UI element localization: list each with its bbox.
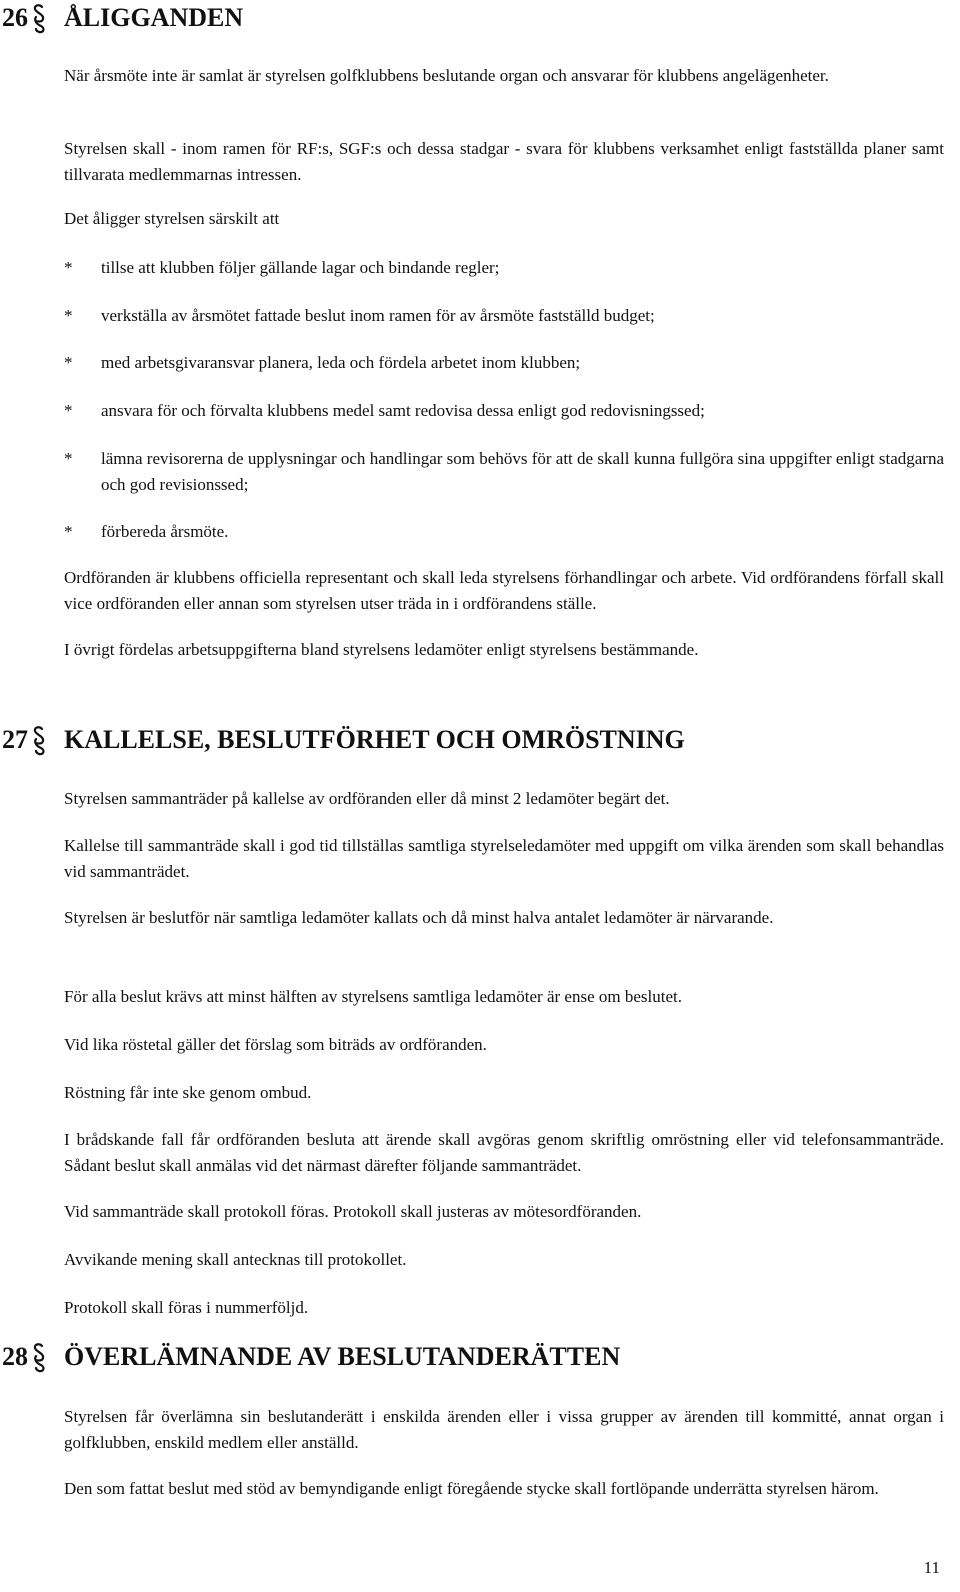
bullet-marker: * (64, 401, 73, 420)
paragraph: Avvikande mening skall antecknas till protokollet. (64, 1250, 407, 1269)
paragraph: I övrigt fördelas arbetsuppgifterna bland styrelsens ledamöter enligt styrelsens bestämmande. (64, 640, 699, 659)
bullet-marker: * (64, 353, 73, 372)
list-item-text: ansvara för och förvalta klubbens medel samt redovisa dessa enligt god redovisningssed; (101, 401, 705, 420)
section-sign-icon (30, 1337, 48, 1377)
bullet-marker: * (64, 522, 73, 541)
paragraph: För alla beslut krävs att minst hälften av styrelsens samtliga ledamöter är ense om beslutet. (64, 987, 682, 1006)
section-title: KALLELSE, BESLUTFÖRHET OCH OMRÖSTNING (64, 725, 685, 754)
section-sign-icon (30, 0, 48, 38)
paragraph: Vid sammanträde skall protokoll föras. Protokoll skall justeras av mötesordföranden. (64, 1202, 642, 1221)
paragraph: Den som fattat beslut med stöd av bemyndigande enligt föregående stycke skall fortlöpande underrätta styrelsen härom. (64, 1479, 879, 1498)
paragraph: Vid lika röstetal gäller det förslag som biträds av ordföranden. (64, 1035, 487, 1054)
list-item-text: lämna revisorerna de upplysningar och handlingar som behövs för att de skall kunna fullgöra sina uppgifter enligt stadgarna och god revisionssed; (101, 449, 944, 494)
section-title: ÖVERLÄMNANDE AV BESLUTANDERÄTTEN (64, 1342, 621, 1371)
paragraph: Ordföranden är klubbens officiella representant och skall leda styrelsens förhandlingar och arbete. Vid ordförandens förfall skall vice ordföranden eller annan som styrelsen utser träda in i ordförandens ställe. (64, 568, 944, 613)
page-number: 11 (923, 1558, 940, 1577)
paragraph: Styrelsen får överlämna sin beslutanderätt i enskilda ärenden eller i vissa grupper av ärenden till kommitté, annat organ i golfklubben, enskild medlem eller anställd. (64, 1407, 944, 1452)
paragraph: Protokoll skall föras i nummerföljd. (64, 1298, 309, 1317)
list-item-text: med arbetsgivaransvar planera, leda och fördela arbetet inom klubben; (101, 353, 581, 372)
section-number: 28 (2, 1342, 28, 1371)
section-number: 26 (2, 3, 28, 32)
paragraph: I brådskande fall får ordföranden besluta att ärende skall avgöras genom skriftlig omröstning eller vid telefonsammanträde. Sådant beslut skall anmälas vid det närmast därefter följande sammanträdet. (64, 1130, 944, 1175)
section-number: 27 (2, 725, 28, 754)
list-item-text: tillse att klubben följer gällande lagar och bindande regler; (101, 258, 500, 277)
bullet-marker: * (64, 258, 73, 277)
bullet-marker: * (64, 449, 73, 468)
paragraph: Styrelsen skall - inom ramen för RF:s, SGF:s och dessa stadgar - svara för klubbens verksamhet enligt fastställda planer samt tillvarata medlemmarnas intressen. (64, 139, 944, 184)
list-item-text: verkställa av årsmötet fattade beslut inom ramen för av årsmöte fastställd budget; (101, 306, 655, 325)
paragraph: Röstning får inte ske genom ombud. (64, 1083, 312, 1102)
paragraph: När årsmöte inte är samlat är styrelsen golfklubbens beslutande organ och ansvarar för klubbens angelägenheter. (64, 66, 829, 85)
paragraph: Styrelsen är beslutför när samtliga ledamöter kallats och då minst halva antalet ledamöter är närvarande. (64, 908, 774, 927)
list-item-text: förbereda årsmöte. (101, 522, 229, 541)
paragraph: Styrelsen sammanträder på kallelse av ordföranden eller då minst 2 ledamöter begärt det. (64, 789, 670, 808)
section-title: ÅLIGGANDEN (64, 3, 244, 32)
bullet-marker: * (64, 306, 73, 325)
paragraph: Det åligger styrelsen särskilt att (64, 209, 280, 228)
section-sign-icon (30, 720, 48, 760)
paragraph: Kallelse till sammanträde skall i god tid tillställas samtliga styrelseledamöter med uppgift om vilka ärenden som skall behandlas vid sammanträdet. (64, 836, 944, 881)
